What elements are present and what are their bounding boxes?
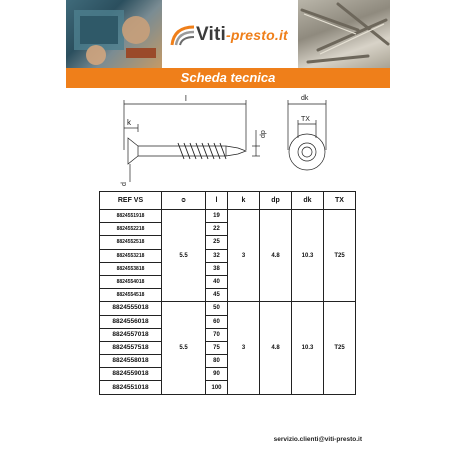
k-cell: 3 — [228, 302, 260, 394]
length-cell: 19 — [206, 210, 228, 223]
length-cell: 100 — [206, 381, 228, 394]
tools-photo — [66, 0, 162, 68]
datasheet-page — [66, 0, 390, 452]
col-l: l — [206, 192, 228, 210]
tx-cell: T25 — [324, 302, 356, 394]
label-dp: dp — [260, 130, 267, 138]
diameter-cell: 5.5 — [162, 302, 206, 394]
col-tx: TX — [324, 192, 356, 210]
length-cell: 40 — [206, 275, 228, 288]
label-tx: TX — [301, 116, 310, 123]
length-cell: 90 — [206, 368, 228, 381]
col-k: k — [228, 192, 260, 210]
ref-cell: 8824554018 — [100, 275, 162, 288]
ref-cell: 8824553218 — [100, 249, 162, 262]
screws-photo — [298, 0, 390, 68]
ref-cell: 8824558018 — [100, 355, 162, 368]
table-header-row — [100, 192, 356, 210]
ref-cell: 8824555018 — [100, 302, 162, 315]
table-row — [100, 210, 356, 223]
length-cell: 45 — [206, 289, 228, 302]
col-ref: REF VS — [100, 192, 162, 210]
tx-cell: T25 — [324, 210, 356, 302]
ref-cell: 8824551918 — [100, 210, 162, 223]
col-diameter: ᴑ — [162, 192, 206, 210]
ref-cell: 8824553818 — [100, 262, 162, 275]
length-cell: 60 — [206, 315, 228, 328]
ref-cell: 8824557018 — [100, 328, 162, 341]
screw-technical-drawing — [66, 90, 390, 190]
spec-table — [99, 191, 356, 395]
length-cell: 25 — [206, 236, 228, 249]
label-k: k — [127, 118, 131, 127]
ref-cell: 8824551018 — [100, 381, 162, 394]
length-cell: 22 — [206, 223, 228, 236]
length-cell: 38 — [206, 262, 228, 275]
dp-cell: 4.8 — [260, 210, 292, 302]
banner-title: Scheda tecnica — [66, 68, 390, 88]
ref-cell: 8824556018 — [100, 315, 162, 328]
label-l: l — [185, 94, 187, 103]
label-d: d — [121, 182, 128, 186]
header — [66, 0, 390, 68]
footer-email[interactable]: servizio.clienti@viti-presto.it — [273, 436, 362, 443]
diameter-cell: 5.5 — [162, 210, 206, 302]
length-cell: 80 — [206, 355, 228, 368]
dp-cell: 4.8 — [260, 302, 292, 394]
col-dk: dk — [292, 192, 324, 210]
col-dp: dp — [260, 192, 292, 210]
dk-cell: 10.3 — [292, 210, 324, 302]
ref-cell: 8824559018 — [100, 368, 162, 381]
ref-cell: 8824552518 — [100, 236, 162, 249]
k-cell: 3 — [228, 210, 260, 302]
brand-name: Viti-presto.it — [196, 24, 288, 45]
table-row — [100, 302, 356, 315]
ref-cell: 8824552218 — [100, 223, 162, 236]
length-cell: 70 — [206, 328, 228, 341]
length-cell: 75 — [206, 341, 228, 354]
length-cell: 32 — [206, 249, 228, 262]
ref-cell: 8824554518 — [100, 289, 162, 302]
logo-swoosh-icon — [170, 23, 196, 47]
length-cell: 50 — [206, 302, 228, 315]
ref-cell: 8824557518 — [100, 341, 162, 354]
brand-logo[interactable] — [170, 18, 288, 52]
dk-cell: 10.3 — [292, 302, 324, 394]
label-dk: dk — [301, 95, 309, 102]
